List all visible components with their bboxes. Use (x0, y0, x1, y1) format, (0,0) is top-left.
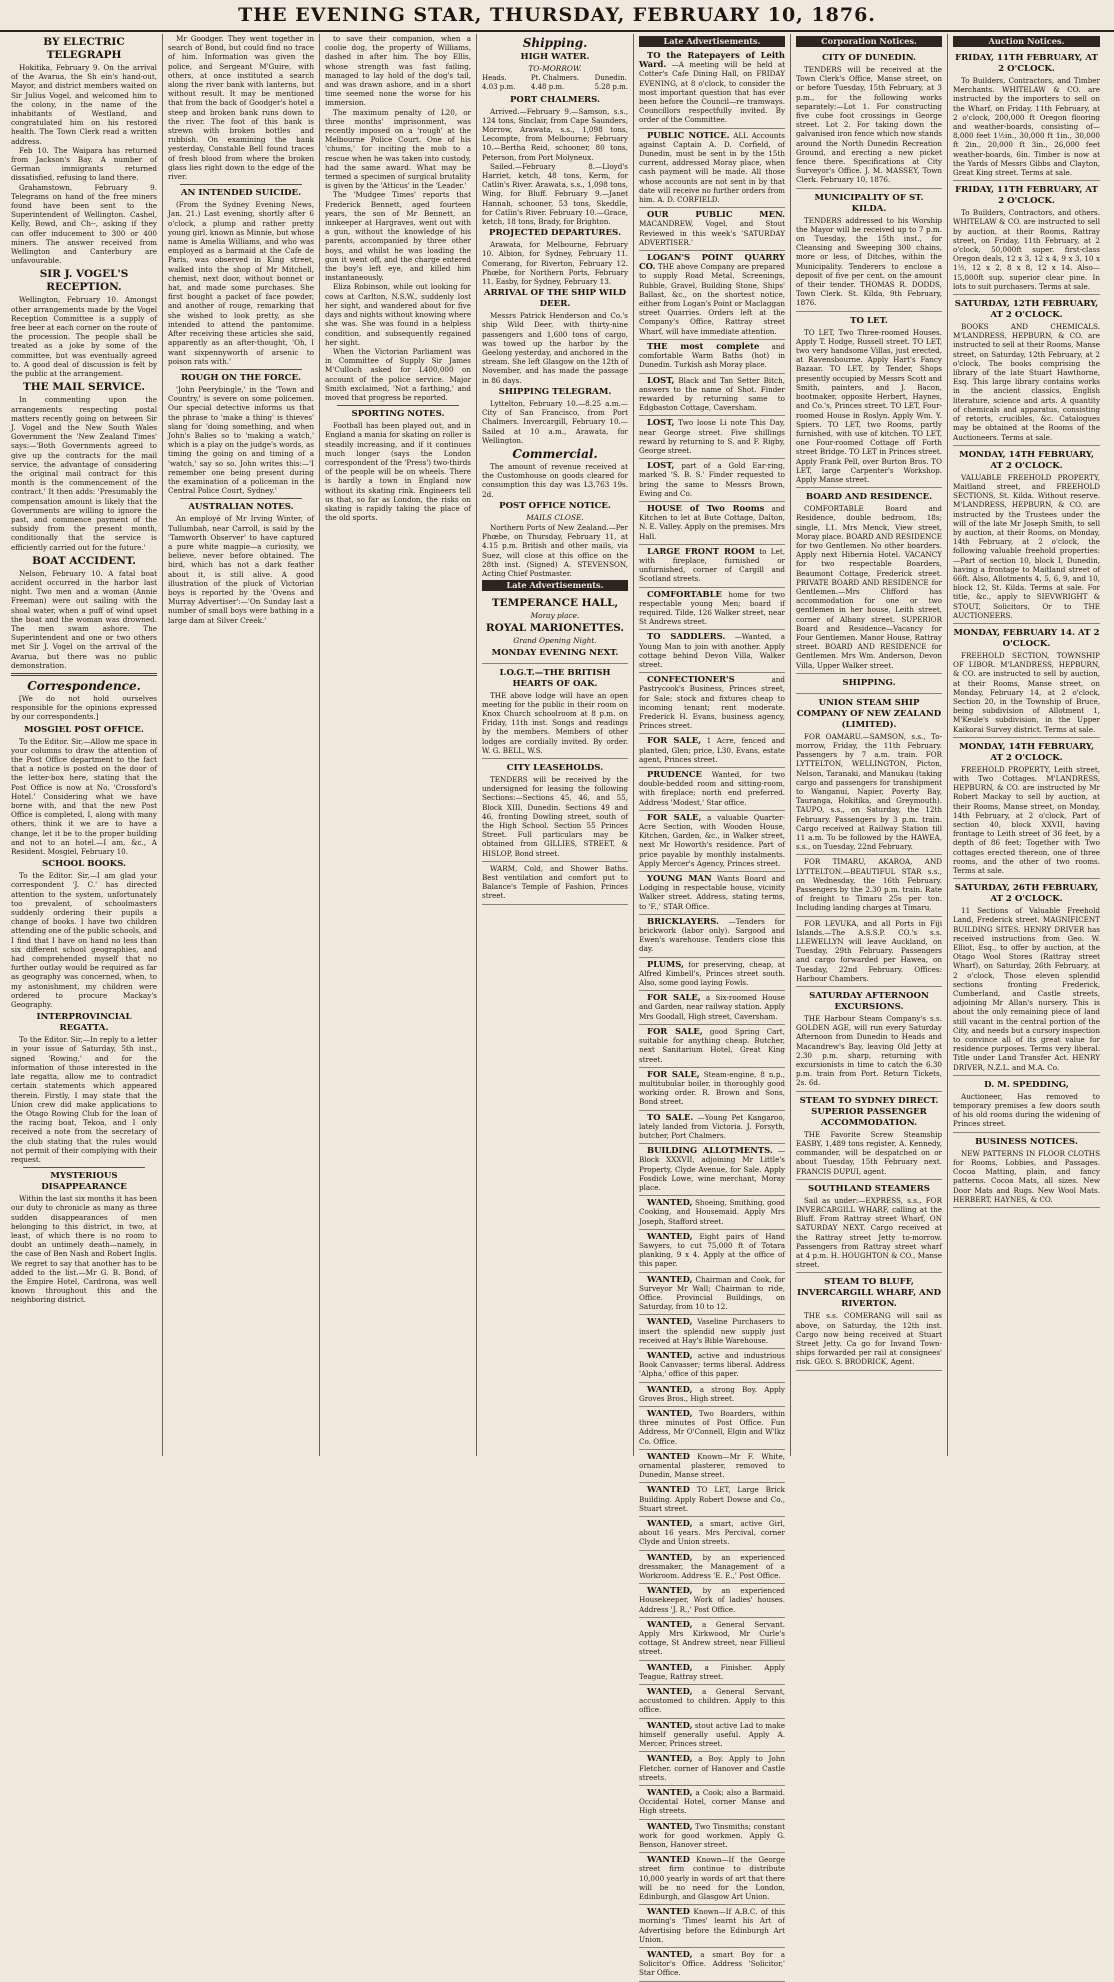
classified-ad (639, 991, 785, 1025)
ad-text: by an experienced dressmaker, the Management of a Workroom. Address 'E. E.,' Post Office. (639, 1552, 785, 1581)
classified-ad (639, 1111, 785, 1145)
classified-ad (639, 1661, 785, 1685)
article-text: To the Editor. Sir,—In reply to a letter in your issue of Saturday, 5th inst., signed 'Rowing,' and for the information of those interested in the late regatta, allow me to contradict certain statements which appeared therein. Firstly, I may state that the Union crew did make applications to the Otago Rowing Club for the loan of the racing boat, Tekoa, and I only received a note from the secretary of the club stating that the rules would not permit of their complying with their request. (11, 1035, 157, 1164)
notice-item (796, 1273, 942, 1370)
ad-text: a General Servant. Apply Mrs Kirkwood, Mr Curle's cottage, St Andrew street, near Fillieul street. (639, 1619, 785, 1657)
auction-list (953, 49, 1100, 1208)
classified-ad (639, 588, 785, 631)
ad-lead: FOR SALE, (647, 1068, 700, 1079)
article-text: The 'Mudgee Times' reports that Frederick Bennett, aged fourteen years, the son of Mr Bennett, an innkeeper at Hargraves, went out with a gun, without the knowledge of his parents, accompanied by three other boys, and whilst he was loading the gun it went off, and the charge entered the boy's left eye, and killed him instantaneously. (325, 190, 471, 283)
ad-lead: HOUSE of Two Rooms (647, 502, 765, 513)
article-heading: MOSGIEL POST OFFICE. (24, 724, 144, 735)
article-heading: SPORTING NOTES. (351, 409, 445, 420)
classified-ad (639, 1752, 785, 1786)
article-heading: INTERPROVINCIAL REGATTA. (36, 1012, 132, 1034)
classified-ad (639, 734, 785, 768)
ad-text: Two loose Li note This Day, near George street. Five shillings reward by returning to S. and F. Rigby, George street. (639, 418, 785, 455)
ad-text: —Tenders for brickwork (labor only). Sargood and Ewen's warehouse. Tenders close this day. (639, 916, 785, 954)
classified-ad (639, 811, 785, 872)
ad-lead: WANTED (647, 1484, 690, 1495)
section-banner-late-ads: Late Advertisements. (639, 36, 785, 47)
classified-ad (639, 1551, 785, 1585)
ad-text: a Boy. Apply to John Fletcher, corner of Hanover and Castle streets. (639, 1754, 785, 1782)
notice-text: FREEHOLD SECTION, TOWNSHIP OF LIBOR. M'LANDRESS, HEPBURN, & CO. are instructed to sell by auction, at their Rooms, Manse street, on Monday, February 14, at 2 o'clock, Section 20, in the Township of Bruce, being subdivision of Allotment 1, M'Keule's subdivision, in the Upper Kaikorai Survey district. Terms at sale. (953, 650, 1100, 734)
classified-ad (639, 1068, 785, 1111)
article-heading: AUSTRALIAN NOTES. (188, 502, 294, 513)
article-heading: BY ELECTRIC TELEGRAPH (43, 36, 125, 61)
notice-text: FOR LEVUKA, and all Ports in Fiji Islands.—The A.S.S.P. CO.'s s.s. LLEWELLYN will leave Auckland, on Tuesday, 29th February. Passengers and cargo forwarded per Hawea, on Tuesday, 22nd February. Offices: Harbour Chambers. (796, 918, 942, 983)
classified-ad (639, 1685, 785, 1719)
classified-ad (639, 1517, 785, 1551)
ad-text: stout active Lad to make himself generally useful. Apply A. Mercer, Princes street. (639, 1720, 785, 1749)
ad-lead: WANTED (647, 1450, 690, 1461)
classified-ad (639, 1273, 785, 1316)
ad-text: a valuable Quarter-Acre Section, with Wooden House, Kitchen, Garden, &c., in Walker street, next Mr Howorth's residence. Part of price payable by monthly instalments. Apply Mercer's Agency, Princes street. (639, 812, 785, 868)
notice-text: VALUABLE FREEHOLD PROPERTY, Maitland street, and FREEHOLD SECTIONS, St. Kilda. Without reserve. M'LANDRESS, HEPBURN, & CO. are instructed by the Trustees under the will of the late Mr Joseph Smith, to sell by auction, at their Rooms, on Monday, 14th February, at 2 o'clock, the following valuable freehold properties:—Part of section 10, block I, Dunedin, having a frontage to Maitland street of 66ft. Also, Allotments 4, 5, 6, 9, and 10, block 12, St. Kilda. Terms at sale. For title, &c., apply to SIEVWRIGHT & STOUT, Solicitors, Or to THE AUCTIONEERS. (953, 472, 1100, 620)
article-heading: SIR J. VOGEL'S RECEPTION. (39, 268, 129, 294)
column-3 (320, 34, 477, 1456)
classified-ad (639, 1349, 785, 1383)
wild-deer-text: Messrs Patrick Henderson and Co.'s ship Wild Deer, with thirty-nine passengers and 1,600 tons of cargo, was towed up the harbor by the Geelong yesterday, and anchored in the stream. She left Glasgow on the 12th of November, and has made the passage in 86 days. (482, 311, 628, 385)
classified-ads-list (639, 49, 785, 1982)
ad-text: by an experienced Housekeeper, Work of ladies' houses. Address 'J. R.,' Post Office. (639, 1586, 785, 1614)
notice-item (796, 917, 942, 987)
classified-ad (639, 374, 785, 417)
ad-lead: WANTED, (647, 1820, 693, 1831)
ad-text: and Pastrycook's Business, Princes street, for Sale; stock and fixtures cheap to incoming tenant; rent moderate. Frederick H. Evans, business agency, Princes street. (639, 675, 785, 731)
notice-item (796, 1180, 942, 1274)
classified-ad (639, 49, 785, 129)
classified-ad (639, 340, 785, 374)
ad-lead: TO the Ratepayers of Leith Ward. (639, 50, 785, 70)
sailings-text: Sailed.—February 8.—Lloyd's Harriet, ketch, 48 tons, Kerm, for Catlin's River. Arawata, s.s., 1,098 tons, Wing, for Bluff. February 9.—Janet Hannah, schooner, 53 tons, Skeddle, for Catlin's River. February 10.—Grace, ketch, 18 tons, Brady, for Brighton. (482, 161, 628, 227)
ad-lead: FOR SALE, (647, 735, 702, 746)
article-text: Nelson, February 10. A fatal boat accident occurred in the harbor last night. Two men and a woman (Annie Freeman) were out sailing with the shoal water, when a puff of wind upset the boat and the woman was drowned. The men swam ashore. The Superintendent and one or two others met Sir J. Vogel on the arrival of the Avarua, but there was no public demonstration. (11, 568, 157, 670)
ad-text: active and industrious Book Canvasser; terms liberal. Address 'Alpha,' office of this paper. (639, 1350, 785, 1379)
article-heading: AN INTENDED SUICIDE. (180, 188, 302, 199)
ad-lead: LARGE FRONT ROOM (647, 545, 755, 556)
column-6 (791, 34, 948, 1456)
classified-ad (639, 630, 785, 673)
ad-text: a General Servant, accustomed to children. Apply to this office. (639, 1687, 785, 1715)
ad-lead: FOR SALE, (647, 1025, 703, 1036)
divider (337, 405, 459, 406)
notice-heading: SATURDAY AFTERNOON EXCURSIONS. (809, 991, 929, 1013)
article-text: In commenting upon the arrangements respecting postal matters recently going on between Sir J. Vogel and the New South Wales Government the 'New Zealand Times' says:—'Both Governments agreed to give up the contracts for the mail service, the advantage of considering the original mail contract for this month is the commencement of the contract.' It then adds: 'Presumably the compensation amount is likely that the Governments are willing to ignore the past, and commence payment of the subsidy from the present month, conditionally that the service is efficiently carried out for the future.' (11, 395, 157, 552)
divider (180, 498, 302, 499)
letter-mosgiel (11, 725, 157, 857)
notice-text: NEW PATTERNS IN FLOOR CLOTHS for Rooms, Lobbies, and Passages. Cocoa Matting, plain, and fancy patterns. Cocoa Mats, all sizes. New Door Mats and Rugs. New Wool Mats. HERBERT, HAYNES, & CO. (953, 1148, 1100, 1204)
ad-lead: BUILDING ALLOTMENTS. (647, 1145, 773, 1156)
article-text: Hokitika, February 9. On the arrival of the Avarua, the Sh ein's hand-out, Mayor, and district members waited on Sir Julius Vogel, and welcomed him to the colony, in the name of the inhabitants of Westland, and congratulated him on his restored health. The Town Clerk read a written address. (11, 63, 157, 146)
classified-ad (639, 1407, 785, 1450)
ad-warm-baths: WARM, Cold, and Shower Baths. Best ventilation and comfort put to Balance's Temple of Fashion, Princes street. (482, 862, 628, 905)
article-text: (From the Sydney Evening News, Jan. 21.) Last evening, shortly after 6 o'clock, a plump and rather pretty young girl, known as Minnie, but whose name is Amelia Williams, and who was employed as a barmaid at the Cafe de Paris, was observed in King street, walked into the shop of Mr Mitchell, chemist, next door, without bonnet or hat, and made some purchases. She first bought a packet of face powder, and another of rouge, remarking that she wished to look pretty, as she intended to attend the pantomime. After receiving these articles she said, apparently as an after-thought, 'Oh, I want sixpennyworth of arsenic to poison rats with.' (168, 200, 314, 366)
column-4 (477, 34, 634, 1456)
article-disappearance (11, 1171, 157, 1304)
notice-heading: STEAM TO SYDNEY DIRECT. SUPERIOR PASSENGER ACCOMMODATION. (799, 1095, 939, 1128)
ad-lead: WANTED, (647, 1585, 693, 1596)
notice-heading: D. M. SPEDDING, (984, 1079, 1069, 1090)
ad-lead: WANTED, (647, 1753, 693, 1764)
classified-ad (639, 1230, 785, 1273)
ad-text: Two Boarders, within three minutes of Post Office. Fun Address, Mr O'Connell, Elgin and W'lkz Co. Office. (639, 1409, 785, 1446)
article-heading: ROUGH ON THE FORCE. (180, 372, 302, 383)
divider (23, 1167, 145, 1168)
ad-text: a smart Boy for a Solicitor's Office. Address 'Solicitor,' Star Office. (639, 1949, 785, 1978)
article-intended-suicide (168, 188, 314, 366)
notice-text: 11 Sections of Valuable Freehold Land, Frederick street. MAGNIFICENT BUILDING SITES. HENRY DRIVER has received instructions from Geo. W. Elliot, Esq., to offer by auction, at the Otago Wool Stores (Rattray street Wharf), on Saturday, 26th February, at 2 o'clock, Those eleven splendid sections fronting Frederick, Cumberland, and Castle streets, adjoining Mr Allan's nursery. This is about the only remaining piece of land still vacant in the central portion of the City, and needs but a cursory inspection to convince all of its great value for residence purposes. Terms very liberal. Title under Land Transfer Act. HENRY DRIVER, N.Z.L. and M.A. Co. (953, 906, 1100, 1072)
classified-ad (639, 129, 785, 209)
projected-title: PROJECTED DEPARTURES. (489, 228, 621, 239)
ad-lead: LOST, (647, 374, 675, 385)
article-heading: MYSTERIOUS DISAPPEARANCE (41, 1171, 127, 1193)
ad-text: —A meeting will be held at Cotter's Cafe Dining Hall, on FRIDAY EVENING, at 8 o'clock, to consider the most important question that has ever been before the Council—re tramways. Councillors respectfully invited. By order of the Committee. (639, 60, 785, 125)
ad-text: —Young Pet Kangaroo, lately landed from Victoria. J. Forsyth, butcher, Port Chalmers. (639, 1112, 785, 1140)
ad-text: a strong Boy. Apply Groves Bros., High street. (639, 1384, 785, 1403)
divider (11, 673, 157, 676)
notice-item (796, 189, 942, 312)
notice-text: FOR TIMARU, AKAROA, AND LYTTELTON.—BEAUTIFUL STAR s.s., on Wednesday, the 16th February. Passengers by the 2.30 p.m. train. Rate of freight to Timaru 25s per ton. Including landing charges at Timaru. (796, 857, 942, 913)
ad-text: THE above Company are prepared to supply Road Metal, Screenings, Rubble, Gravel, Building Stone, Ships' Ballast, &c., on the shortest notice, either from Logan's Point or Maclaggan street Quarries. Orders left at the Company's Office, Rattray street Wharf, will have immediate attention. (639, 262, 785, 336)
ad-text: Eight pairs of Hand Sawyers, to cut 75,000 ft of Totara planking, 9 x 4. Apply at the office of this paper. (639, 1231, 785, 1269)
letter-regatta (11, 1012, 157, 1164)
notice-text: TO LET, Two Three-roomed Houses. Apply T. Hodge, Russell street. TO LET, two very handsome Villas, just erected, at Ravensbourne. Apply Hart's Fancy Bazaar. TO LET, by Tender, Shops presently occupied by Messrs Scott and Smith, painters, and J. Bacon, bootmaker, opposite Herbert, Haynes, and Co.'s, Princes street. TO LET, Four-roomed House in Roslyn. Apply Wm. Y. Spiers. TO LET, two Rooms, partly furnished, with use of kitchen. TO LET, one Four-roomed Cottage off Forth street Bridge. TO LET in Princes street. Apply Frank Pell, over Burton Bros. TO LET, large Carpenter's Workshop. Apply Manse street. (796, 327, 942, 484)
ad-text: Known—Mr F. White, ornamental plasterer, removed to Dunedin, Manse street. (639, 1451, 785, 1480)
column-2 (163, 34, 320, 1456)
notice-item (796, 987, 942, 1092)
ad-iogt: I.O.G.T.—THE BRITISH HEARTS OF OAK. THE above lodge will have an open meeting for the public in their room on Knox Church schoolroom at 8 p.m. on Friday, 11th inst. Songs and readings by the members. Members of other lodges are cordially invited. By order. W. G. BELL, W.S. (482, 664, 628, 759)
article-text: To the Editor. Sir,—I am glad your correspondent 'J. C.' has directed attention to the system, unfortunately too prevalent, of schoolmasters suddenly ordering their pupils a change of books. I have two children attending one of the public schools, and I find that I have on hand no less than six different school geographies, and had comprehended myself that no further outlay would be required as far as geography was concerned, when, to my astonishment, my children were ordered to procure Mackay's Geography. (11, 871, 157, 1010)
article-heading: SCHOOL BOOKS. (42, 859, 126, 870)
ad-lead: WANTED, (647, 1408, 693, 1418)
classified-ad (639, 768, 785, 811)
article-text: Wellington, February 10. Amongst other arrangements made by the Vogel Reception Committee is a supply of free beer at each corner on the route of the procession. The people shall be treated as a joke by some of the committee, but was eventually agreed to. A good deal of discussion is felt by the public at the arrangement. (11, 295, 157, 379)
article-sporting-notes (325, 409, 471, 522)
notice-heading: SOUTHLAND STEAMERS (808, 1183, 930, 1194)
article-heading: BOAT ACCIDENT. (32, 554, 136, 567)
classified-ad (639, 251, 785, 340)
ad-lead: WANTED, (647, 1948, 693, 1959)
post-office-title: POST OFFICE NOTICE. (499, 500, 611, 511)
notice-heading: MUNICIPALITY OF ST. KILDA. (814, 192, 924, 214)
ad-text: Shoeing, Smithing, good Cooking, and Housemaid. Apply Mrs Joseph, Stafford street. (639, 1198, 785, 1226)
notice-item (953, 1076, 1100, 1133)
notice-text: BOOKS AND CHEMICALS. M'LANDRESS, HEPBURN, & CO. are instructed to sell at their Rooms, Manse street, on Saturday, 12th February, at 2 o'clock, The books comprising the library of the late Stuart Hawthorne, Esq. This large library contains works in the ancient classics, English literature, science and arts. A quantity of chemicals and apparatus, consisting of retorts, crucibles, &c. Catalogues may be obtained at the Rooms of the Auctioneers. Terms at sale. (953, 322, 1100, 442)
classified-ad (639, 502, 785, 545)
ad-lead: BRICKLAYERS. (647, 915, 719, 926)
divider (180, 369, 302, 370)
ad-lead: WANTED, (647, 1786, 693, 1797)
notice-text: TENDERS addressed to his Worship the Mayor will be received up to 7 p.m. on Tuesday, the 15th inst., for Cleansing and Sweeping 300 chains, more or less, of Ditches, within the Municipality. Tenderers to enclose a deposit of five per cent. on the amount of their tender. THOMAS R. DODDS, Town Clerk. St. Kilda, 9th February, 1876. (796, 215, 942, 308)
notice-text: COMFORTABLE Board and Residence, double bedroom, 18s; single, L1. Mrs Menck, View street, Moray place. BOARD AND RESIDENCE for two Gentlemen. No other boarders. Apply next Hibernia Hotel. VACANCY for two respectable Boarders, Beaumont Cottage, Frederick street. PRIVATE BOARD AND RESIDENCE for Gentlemen.—Mrs Clifford has accommodation for one or two gentlemen in her house, Leith street, corner of Albany street. SUPERIOR Board and Residence—Vacancy for Four Gentlemen. Manor House, Rattray street. BOARD AND RESIDENCE for Gentlemen. Mrs Wm. Anderson, Devon Villa, Upper Walker street. (796, 504, 942, 670)
article-telegraph (11, 36, 157, 265)
ad-text: a Cook; also a Barmaid. Occidental Hotel, corner Manse and High streets. (639, 1787, 785, 1816)
section-correspondence (11, 679, 157, 722)
notice-text: FREEHOLD PROPERTY, Leith street, with Two Cottages. M'LANDRESS, HEPBURN, & CO. are instructed by Mr Robert Mackay to sell by auction, at their Rooms, Manse street, on Monday, 14th February, at 2 o'clock, Part of section 40, block XXVII, having frontage to Leith street of 36 feet, by a depth of 86 feet; Together with Two cottages erected thereon, one of three rooms, and the other of two rooms. Terms at sale. (953, 764, 1100, 876)
ad-lead: LOST, (647, 460, 675, 471)
notice-heading: SATURDAY, 26TH FEBRUARY, AT 2 O'CLOCK. (954, 883, 1099, 905)
ad-lead: PRUDENCE (647, 769, 702, 780)
classified-ad (639, 1618, 785, 1661)
section-banner-auction: Auction Notices. (953, 36, 1100, 47)
article-text: Within the last six months it has been our duty to chronicle as many as three sudden disappearances of men belonging to this district, in two, at least, of which there is no room to doubt an untimely death—namely, in the case of Ben Nash and Robert Inglis. We regret to say that another has to be added to the list.—Mr G. B. Bond, of the Empire Hotel, Cardrona, was well known throughout this and the neighboring district. (11, 1194, 157, 1305)
ad-text: Known—If A.B.C. of this morning's 'Times' learnt his Art of Advertising before the Edinburgh Art Union. (639, 1907, 785, 1944)
notice-text: Auctioneer, Has removed to temporary premises a few doors south of his old rooms during the widening of Princes street. (953, 1091, 1100, 1129)
ad-text: Chairman and Cook, for Surveyor Mr Wall; Chairman to ride, Office. Provincial Buildings, on Saturday, from 10 to 12. (639, 1274, 785, 1312)
notice-heading: CITY OF DUNEDIN. (821, 53, 917, 63)
notice-text: THE s.s. COMERANG will sail as above, on Saturday, the 12th inst. Cargo now being received at Stuart Street Jetty. Ca go for Invand Town-ships forwarded per rail at consignees' risk. GEO. S. BRODRICK, Agent. (796, 1311, 942, 1367)
ad-lead: WANTED (647, 1854, 690, 1865)
notice-heading: MONDAY, 14TH FEBRUARY, AT 2 O'CLOCK. (959, 741, 1094, 763)
ad-lead: FOR SALE, (647, 992, 701, 1003)
classified-ad (639, 1853, 785, 1905)
notice-item (953, 295, 1100, 446)
ad-lead: WANTED, (647, 1230, 693, 1241)
article-text: Eliza Robinson, while out looking for cows at Carlton, N.S.W., suddenly lost her sight, and wandered about for five days and nights without knowing where she was. She was found in a helpless condition, and subsequently regained her sight. (325, 282, 471, 347)
article-mail-service (11, 381, 157, 551)
ad-lead: TO SALE. (647, 1111, 694, 1122)
commercial-text: The amount of revenue received at the Customhouse on goods cleared for consumption this day was L3,763 19s. 2d. (482, 461, 628, 499)
ad-text: 1 Acre, fenced and planted, Glen; price, L30. Evans, estate agent, Princes street. (639, 736, 785, 764)
tides-subtitle: TO-MORROW. (528, 64, 582, 73)
ad-text: home for two respectable young Men; board if required. Tilde, 126 Walker street, near St Andrews street. (639, 589, 785, 627)
newspaper-page (6, 34, 1108, 1978)
column-7 (948, 34, 1105, 1456)
ad-lead: WANTED, (647, 1383, 693, 1394)
article-text: Mr Goodger. They went together in search of Bond, but could find no trace of him. Information was given the police, and Sergeant M'Guire, with others, at once instituted a search along the river bank with lanterns, but without result. It may be mentioned that from the back of Goodger's hotel a steep and broken bank runs down to the river. The foot of this bank is strewn with broken bottles and rubbish. On examining the bank yesterday, Constable Bell found traces of fresh blood from where the broken glass lies right down to the edge of the river. (168, 34, 314, 182)
ad-text: a Finisher. Apply Teague, Rattray street. (639, 1662, 785, 1681)
ad-text: —Wanted, a Young Man to join with another. Apply cottage behind Devon Villa, Walker street. (639, 632, 785, 669)
post-office-text: Northern Ports of New Zealand.—Per Phœbe, on Thursday, February 11, at 4.15 p.m. British and other mails, via Suez, will close at this office on the 28th inst. (Signed) A. STEVENSON, Acting Chief Postmaster. (482, 522, 628, 578)
article-text: Football has been played out, and in England a mania for skating on roller is steadily increasing, and if it continues much longer (says the London correspondent of the 'Press') two-thirds of the people will be on wheels. There is hardly a town in England now without its skating rink. Engineers tell us that, so far as London, the risks on skating is rapidly taking the place of the old sports. (325, 421, 471, 523)
notice-heading: FRIDAY, 11TH FEBRUARY, AT 2 O'CLOCK. (955, 185, 1098, 207)
classified-ad (639, 1719, 785, 1753)
ad-lead: COMFORTABLE (647, 588, 722, 599)
article-text: The maximum penalty of L20, or three months' imprisonment, was recently imposed on a 'rough' at the Melbourne Police Court. One of his 'chums,' for inciting the mob to a rescue when he was taken into custody, had the same award. What may be termed a specimen of surgical brutality is given by the 'Atticus' in the 'Leader.' (325, 107, 471, 191)
article-rough-on-force (168, 373, 314, 495)
classified-ad (639, 1948, 785, 1982)
article-text: 'John Peerybingle,' in the 'Town and Country,' is severe on some policemen. Our special detective informs us that the phrase to 'make a thing' is thieves' slang for 'doing something, and when John's Balies so to 'making a watch,' which is a play on the judge's words, as timing the going on and timing of a 'watch,' say so so. John writes this:—'I remember one being present during the examination of a policeman in the Central Police Court, Sydney.' (168, 384, 314, 496)
notice-text: THE Favorite Screw Steamship EASBY, 1,489 tons register, A. Kennedy, commander, will be despatched on or about Tuesday, 15th February next. FRANCIS DUPUI, agent. (796, 1129, 942, 1176)
ad-lead: PUBLIC NOTICE. (647, 129, 730, 140)
article-text: Grahamstown, February 9. Telegrams on hand of the free miners found have been sent to the Superintendent of Wellington. Cashel, Kelly, Bowd, and Ch--, asking if they can offer inducement to 300 or 400 miners. The answer received from Wellington and Canterbury are unfavourable. (11, 182, 157, 266)
notice-item (796, 674, 942, 694)
classified-ad (639, 1584, 785, 1618)
classified-ad (639, 545, 785, 588)
projected-text: Arawata, for Melbourne, February 10. Albion, for Sydney, February 11. Comerang, for Riverton, February 12. Phœbe, for Northern Ports, February 11. Easby, for Sydney, February 13. (482, 240, 628, 287)
classified-ad (639, 1786, 785, 1820)
notices-list (796, 49, 942, 1371)
ad-lead: WANTED, (647, 1316, 693, 1327)
ad-lead: WANTED, (647, 1719, 693, 1730)
classified-ad (639, 673, 785, 734)
notice-item (953, 738, 1100, 879)
article-text: To the Editor. Sir,—Allow me space in your columns to draw the attention of the Post Office department to the fact that a notice is posted on the door of the letter-box here, stating that the Post Office is now at No. 'Crossford's Hotel.' Considering what we have borne with, and that the new Post Office is completed, I, along with many others, think it we are to have a change, let it be to the proper building and not to an hotel.—I am, &c., A Resident. Mosgiel, February 10. (11, 736, 157, 857)
ad-lead: WANTED, (647, 1661, 693, 1672)
ad-lead: OUR PUBLIC MEN. (647, 209, 785, 220)
article-australian-notes (168, 502, 314, 624)
notice-text: FOR OAMARU.—SAMSON, s.s., To-morrow, Friday, the 11th February. Passengers by 7 a.m. train. FOR LYTTELTON, WELLINGTON, Picton, Nelson, Taranaki, and Manukau (taking cargo and passengers for transhipment to Wanganui, Napier, Poverty Bay, Tauranga, Hokitika, and Greymouth). TAUPO, s.s., on Saturday, the 12th February. Passengers by 3 p.m. train. Cargo received at Railway Station till 11 a.m. To be followed by the HAWEA, s.s., on Tuesday, 22nd February. (796, 731, 942, 852)
ad-text: Wants Board and Lodging in respectable house, vicinity Walker street. Address, stating terms, to 'F.,' STAR Office. (639, 874, 785, 911)
article-heading: THE MAIL SERVICE. (22, 381, 146, 394)
section-heading-commercial: Commercial. (512, 446, 598, 461)
notice-item (953, 49, 1100, 181)
ad-lead: WANTED, (647, 1551, 693, 1562)
ad-text: Known—If the George street firm continue to distribute 10,000 yearly in words of art that there will be no need for the London, Edinburgh, and Glasgow Art Union. (639, 1855, 785, 1901)
ad-lead: LOGAN'S POINT QUARRY CO. (639, 252, 785, 272)
notice-text: THE Harbour Steam Company's s.s. GOLDEN AGE, will run every Saturday Afternoon from Dunedin to Heads and Macandrew's Bay, leaving Old Jetty at 2.30 p.m. sharp, returning with excursionists in time to catch the 6.30 p.m. train from Port. Return Tickets, 2s. 6d. (796, 1014, 942, 1088)
ad-lead: WANTED, (647, 1349, 693, 1360)
ad-text: Vaseline Purchasers to insert the splendid new supply just received at Hay's Bible Warehouse. (639, 1317, 785, 1345)
ad-lead: TO SADDLERS. (647, 631, 726, 642)
classified-ad (639, 872, 785, 915)
ad-lead: PLUMS, (647, 958, 684, 969)
classified-ad (639, 1144, 785, 1196)
notice-item (796, 694, 942, 856)
shipping-telegram-text: Lyttelton, February 10.—8.25 a.m.—City of San Francisco, from Port Chalmers. Invercargill, February 10.—Sailed at 10 a.m., Arawata, for Wellington. (482, 398, 628, 445)
tides-title: HIGH WATER. (520, 52, 590, 62)
notice-item (796, 1092, 942, 1180)
ad-lead: THE most complete (647, 340, 760, 351)
ad-text: good Spring Cart, suitable for anything cheap. Butcher, next Sanitarium Hotel, Great King street. (639, 1026, 785, 1064)
section-banner-late-ads: Late Advertisements. (482, 580, 628, 591)
tide-entry: Heads. 4.03 p.m. (482, 74, 516, 92)
notice-heading: BOARD AND RESIDENCE. (805, 492, 933, 503)
ad-text: —Block XXXVII, adjoining Mr Little's Property, Clyde Avenue, for Sale. Apply Fosdick Lowe, wine merchant, Moray place. (639, 1146, 785, 1192)
letter-school-books (11, 859, 157, 1009)
classified-ad (639, 459, 785, 502)
classified-ad (639, 416, 785, 459)
ad-lead: WANTED, (647, 1686, 693, 1697)
notice-heading: BUSINESS NOTICES. (975, 1136, 1078, 1147)
article-text: When the Victorian Parliament was in Committee of Supply Sir James M'Culloch asked for L400,000 on account of the police service. Major Smith exclaimed, 'Not a farthing,' and moved that progress be reported. (325, 346, 471, 402)
ad-text: Steam-engine, 8 n.p., multitubular boiler, in thoroughly good working order. R. Brown and Sons, Bond street. (639, 1069, 785, 1107)
section-banner-corporation: Corporation Notices. (796, 36, 942, 47)
notice-item (953, 624, 1100, 738)
post-office-subtitle: MAILS CLOSE. (526, 512, 584, 522)
ad-text: Black and Tan Setter Bitch, answers to the name of Shot. Finder rewarded by returning same to Edgbaston Cottage, Caversham. (639, 375, 785, 413)
classified-ad (639, 1820, 785, 1854)
classified-ad (639, 1483, 785, 1517)
ad-lead: WANTED, (647, 1518, 693, 1529)
ad-lead: LOST, (647, 417, 675, 428)
article-text: An employé of Mr Irving Winter, of Tullumbah, near Carroll, is said by the 'Tamworth Observer' to have captured a pure white magpie—a curiosity, we believe, never before obtained. The bird, which has not a dark feather about it, is still alive. A good illustration of the pluck of Victorian boys is reported by the 'Ovens and Murray Advertiser':—'On Sunday last a number of small boys were bathing in a large dam at Silver Creek.' (168, 514, 314, 625)
article-text: Feb 10. The Waipara has returned from Jackson's Bay. A number of German immigrants returned dissatisfied, refusing to land there. (11, 145, 157, 183)
shipping-telegram-title: SHIPPING TELEGRAM. (498, 386, 612, 397)
masthead-title: THE EVENING STAR, THURSDAY, FEBRUARY 10, 1876. (0, 0, 1114, 32)
section-heading: Correspondence. (27, 678, 141, 693)
ad-text: a Six-roomed House and Garden, near railway station. Apply Mrs Goodall, High street, Caversham. (639, 993, 785, 1021)
notice-item (953, 446, 1100, 624)
notice-item (796, 488, 942, 674)
classified-ad (639, 1025, 785, 1068)
article-continued (168, 34, 314, 181)
classified-ad (639, 1196, 785, 1230)
ad-text: Two Tinsmiths; constant work for good workmen. Apply G. Benson, Hanover street. (639, 1821, 785, 1849)
notice-text: Sail as under:—EXPRESS, s.s., FOR INVERCARGILL WHARF, calling at the Bluff. From Rattray street Wharf, ON SATURDAY NEXT. Cargo received at the Rattray street Jetty to-morrow. Passengers from Rattray street wharf at 4 p.m. H. HOUGHTON & CO., Manse street. (796, 1195, 942, 1270)
article-vogel-reception (11, 268, 157, 378)
ad-text: TO LET, Large Brick Building. Apply Robert Dowse and Co., Stuart street. (639, 1485, 785, 1513)
article-text: to save their companion, when a coolie dog, the property of Williams, dashed in after him. The boy Ellis, whose strength was fast failing, managed to lay hold of the dog's tail, and was drawn ashore, and in a short time seemed none the worse for his immersion. (325, 34, 471, 108)
classified-ad (639, 1450, 785, 1484)
notice-item (796, 312, 942, 488)
ad-text: for preserving, cheap, at Alfred Kimbell's, Princes street south. Also, some good laying Fowls. (639, 959, 785, 988)
article-text: [We do not hold ourselves responsible for the opinions expressed by our correspondents.] (11, 693, 157, 722)
classified-ad (639, 915, 785, 958)
ad-text: MACANDREW, Vogel, and Stout Reviewed in this week's 'SATURDAY ADVERTISER.' (639, 219, 785, 247)
notice-heading: SATURDAY, 12TH FEBRUARY, AT 2 O'CLOCK. (954, 299, 1099, 321)
arrivals-text: Arrived.—February 9.—Samson, s.s., 124 tons, Sinclair, from Cape Saunders, Morrow, Arawata, s.s., 1,098 tons, Lecompte, from Melbourne; February 10.—Bertha Reid, schooner, 80 tons, Peterson, from Port Molyneux. (482, 106, 628, 162)
ad-text: and Kitchen to let at Bute Cottage, Dalton, N. E. Valley. Apply on the premises. Mrs Hall. (639, 503, 785, 541)
divider (180, 184, 302, 185)
notice-heading: UNION STEAM SHIP COMPANY OF NEW ZEALAND (LIMITED). (796, 697, 942, 730)
classified-ad (639, 1905, 785, 1948)
ad-lead: FOR SALE, (647, 811, 702, 822)
notice-text: To Builders, Contractors, and Timber Merchants. WHITELAW & CO. are instructed by the importers to sell on the Wharf, on Friday, 11th February, at 2 o'clock, 200,000 ft Oregon flooring and weather-boards, consisting of—8,000 feet 1½in., 30,000 ft 1in., 30,000 ft 2in., 20,000 ft 3in., 26,000 feet weather-boards, 6in. Timber is now at the Yards of Messrs Gibbs and Clayton, Great King street. Terms at sale. (953, 76, 1100, 178)
ad-text: and comfortable Warm Baths (hot) in Dunedin. Turkish ash Moray place. (639, 341, 785, 370)
notice-item (796, 855, 942, 916)
notice-heading: TO LET. (850, 315, 888, 326)
classified-ad (639, 958, 785, 992)
column-1 (6, 34, 163, 1456)
notice-heading: STEAM TO BLUFF, INVERCARGILL WHARF, AND RIVERTON. (796, 1277, 942, 1310)
port-title: PORT CHALMERS. (509, 94, 601, 105)
tide-entry: Pt. Chalmers. 4.48 p.m. (530, 74, 580, 92)
notice-text: TENDERS will be received at the Town Clerk's Office, Manse street, on or before Tuesday, 15th February, at 3 p.m., for the following works separately:—Lot 1. For constructing five cube foot crossings in George street. Lot 2. For taking down the galvanised iron fence which now stands around the North Dunedin Recreation Ground, and erecting a new picket fence there. Specifications at City Surveyor's Office. J. M. MASSEY, Town Clerk. February 10, 1876. (796, 65, 942, 185)
classified-ad (639, 1315, 785, 1349)
classified-ad (639, 1383, 785, 1407)
tide-entry: Dunedin. 5.28 p.m. (594, 74, 628, 92)
ad-text: ALL Accounts against Captain A. D. Corfield, of Dunedin, must be sent in by the 15th current, addressed Moray place, when cash payment will be made. All those whose accounts are not sent in by that date will receive no further orders from him. A. D. CORFIELD. (639, 130, 785, 205)
ad-lead: WANTED, (647, 1273, 693, 1284)
ad-lead: WANTED (647, 1906, 690, 1917)
ad-text: Wanted, for two double-bedded room and sitting-room, with fireplace; north end preferred. Address 'Modest,' Star office. (639, 770, 785, 807)
wild-deer-title: ARRIVAL OF THE SHIP WILD DEER. (483, 288, 627, 310)
ad-city-leaseholds: CITY LEASEHOLDS. TENDERS will be received by the undersigned for leasing the following Sections:—Sections 45, 46, and 55, Block XIII, Dunedin. Sections 49 and 46, fronting Dowling street, south of the High School. Section 55 Princes Street. Full particulars may be obtained from GILLIES, STREET, & HISLOP, Bond street. (482, 759, 628, 862)
ad-temperance-hall: TEMPERANCE HALL, Moray place. ROYAL MARIONETTES. Grand Opening Night. MONDAY EVENING NEXT. (482, 593, 628, 663)
ad-text: to Let, with fireplace, furnished or unfurnished, corner of Cargill and Scotland streets. (639, 546, 785, 584)
classified-ad (639, 208, 785, 251)
notice-item (796, 49, 942, 189)
ad-text: part of a Gold Ear-ring, marked 'S. B. S.' Finder requested to bring the same to Messrs Brown, Ewing and Co. (639, 461, 785, 498)
column-5 (634, 34, 791, 1978)
article-continued (325, 34, 471, 402)
tides-table (482, 74, 628, 92)
notice-item (953, 1133, 1100, 1208)
notice-item (953, 879, 1100, 1076)
ad-lead: CONFECTIONER'S (647, 674, 735, 685)
notice-heading: MONDAY, FEBRUARY 14. AT 2 O'CLOCK. (953, 627, 1100, 649)
section-heading-shipping: Shipping. (522, 36, 588, 50)
ad-lead: WANTED, (647, 1197, 693, 1208)
notice-heading: SHIPPING. (842, 677, 896, 688)
notice-text: To Builders, Contractors, and others. WHITELAW & CO. are instructed to sell by auction, at their Rooms, Rattray street, on Friday, 11th February, at 2 o'clock, 50,000ft super. first-class Oregon deals, 12 x 3, 12 x 4, 9 x 3, 10 x 1½, 12 x 2, 8 x 8, 12 x 14. Also—15,000ft sup. superior clear pine. In lots to suit purchasers. Terms at sale. (953, 208, 1100, 291)
notice-heading: MONDAY, 14TH FEBRUARY, AT 2 O'CLOCK. (959, 449, 1094, 471)
ad-text: a smart, active Girl, about 16 years. Mrs Percival, corner Clyde and Union streets. (639, 1519, 785, 1547)
ad-lead: YOUNG MAN (647, 873, 712, 884)
ad-lead: WANTED, (647, 1618, 693, 1629)
article-boat-accident (11, 555, 157, 670)
notice-item (953, 181, 1100, 295)
notice-heading: FRIDAY, 11TH FEBRUARY, AT 2 O'CLOCK. (955, 53, 1098, 74)
